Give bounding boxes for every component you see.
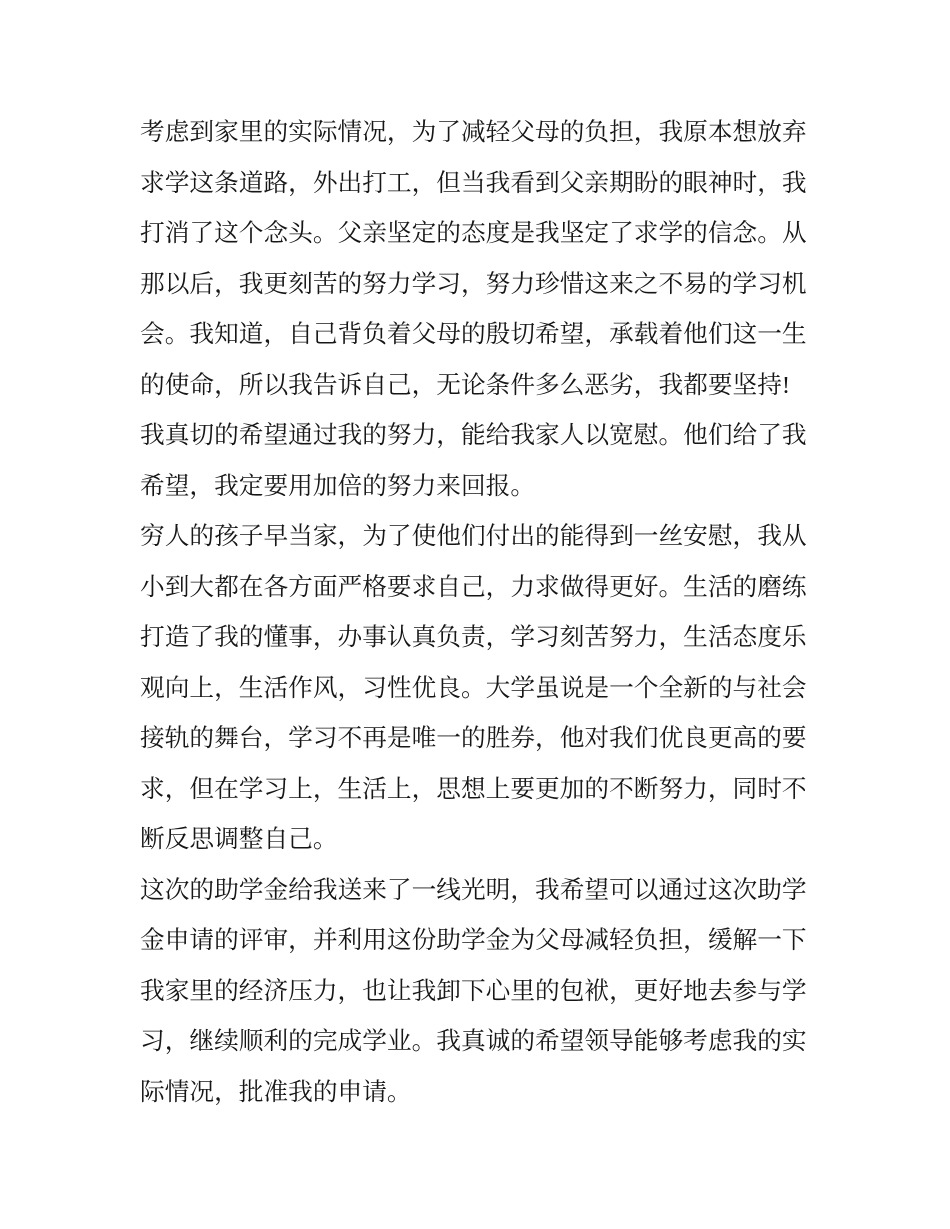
text-line: 那以后，我更刻苦的努力学习，努力珍惜这来之不易的学习机 xyxy=(140,270,807,298)
text-line: 小到大都在各方面严格要求自己，力求做得更好。生活的磨练 xyxy=(140,573,807,601)
text-line: 这次的助学金给我送来了一线光明，我希望可以通过这次助学 xyxy=(140,876,807,904)
text-line: 我真切的希望通过我的努力，能给我家人以宽慰。他们给了我 xyxy=(140,422,807,449)
text-line: 我家里的经济压力，也让我卸下心里的包袱，更好地去参与学 xyxy=(140,977,807,1005)
text-line: 的使命，所以我告诉自己，无论条件多么恶劣，我都要坚持! xyxy=(140,371,791,399)
text-line: 际情况，批准我的申请。 xyxy=(140,1078,412,1106)
text-line: 打造了我的懂事，办事认真负责，学习刻苦努力，生活态度乐 xyxy=(140,624,807,651)
paragraph-1 xyxy=(140,108,812,512)
text-line: 会。我知道，自己背负着父母的殷切希望，承载着他们这一生 xyxy=(140,321,807,348)
text-line: 打消了这个念头。父亲坚定的态度是我坚定了求学的信念。从 xyxy=(140,220,807,247)
text-line: 断反思调整自己。 xyxy=(140,826,338,853)
text-line: 金申请的评审，并利用这份助学金为父母减轻负担，缓解一下 xyxy=(140,927,807,954)
text-line: 习，继续顺利的完成学业。我真诚的希望领导能够考虑我的实 xyxy=(140,1028,807,1055)
text-line: 希望，我定要用加倍的努力来回报。 xyxy=(140,472,536,500)
text-line: 接轨的舞台，学习不再是唯一的胜券，他对我们优良更高的要 xyxy=(140,725,807,752)
paragraph-3 xyxy=(140,866,812,1119)
text-line: 求学这条道路，外出打工，但当我看到父亲期盼的眼神时，我 xyxy=(140,169,807,197)
text-line: 求，但在学习上，生活上，思想上要更加的不断努力，同时不 xyxy=(140,775,807,803)
paragraph-2 xyxy=(140,512,812,866)
text-line: 穷人的孩子早当家，为了使他们付出的能得到一丝安慰，我从 xyxy=(140,523,807,550)
text-line: 观向上，生活作风，习性优良。大学虽说是一个全新的与社会 xyxy=(140,674,807,702)
text-line: 考虑到家里的实际情况，为了减轻父母的负担，我原本想放弃 xyxy=(140,119,807,146)
document-text xyxy=(140,108,812,1118)
